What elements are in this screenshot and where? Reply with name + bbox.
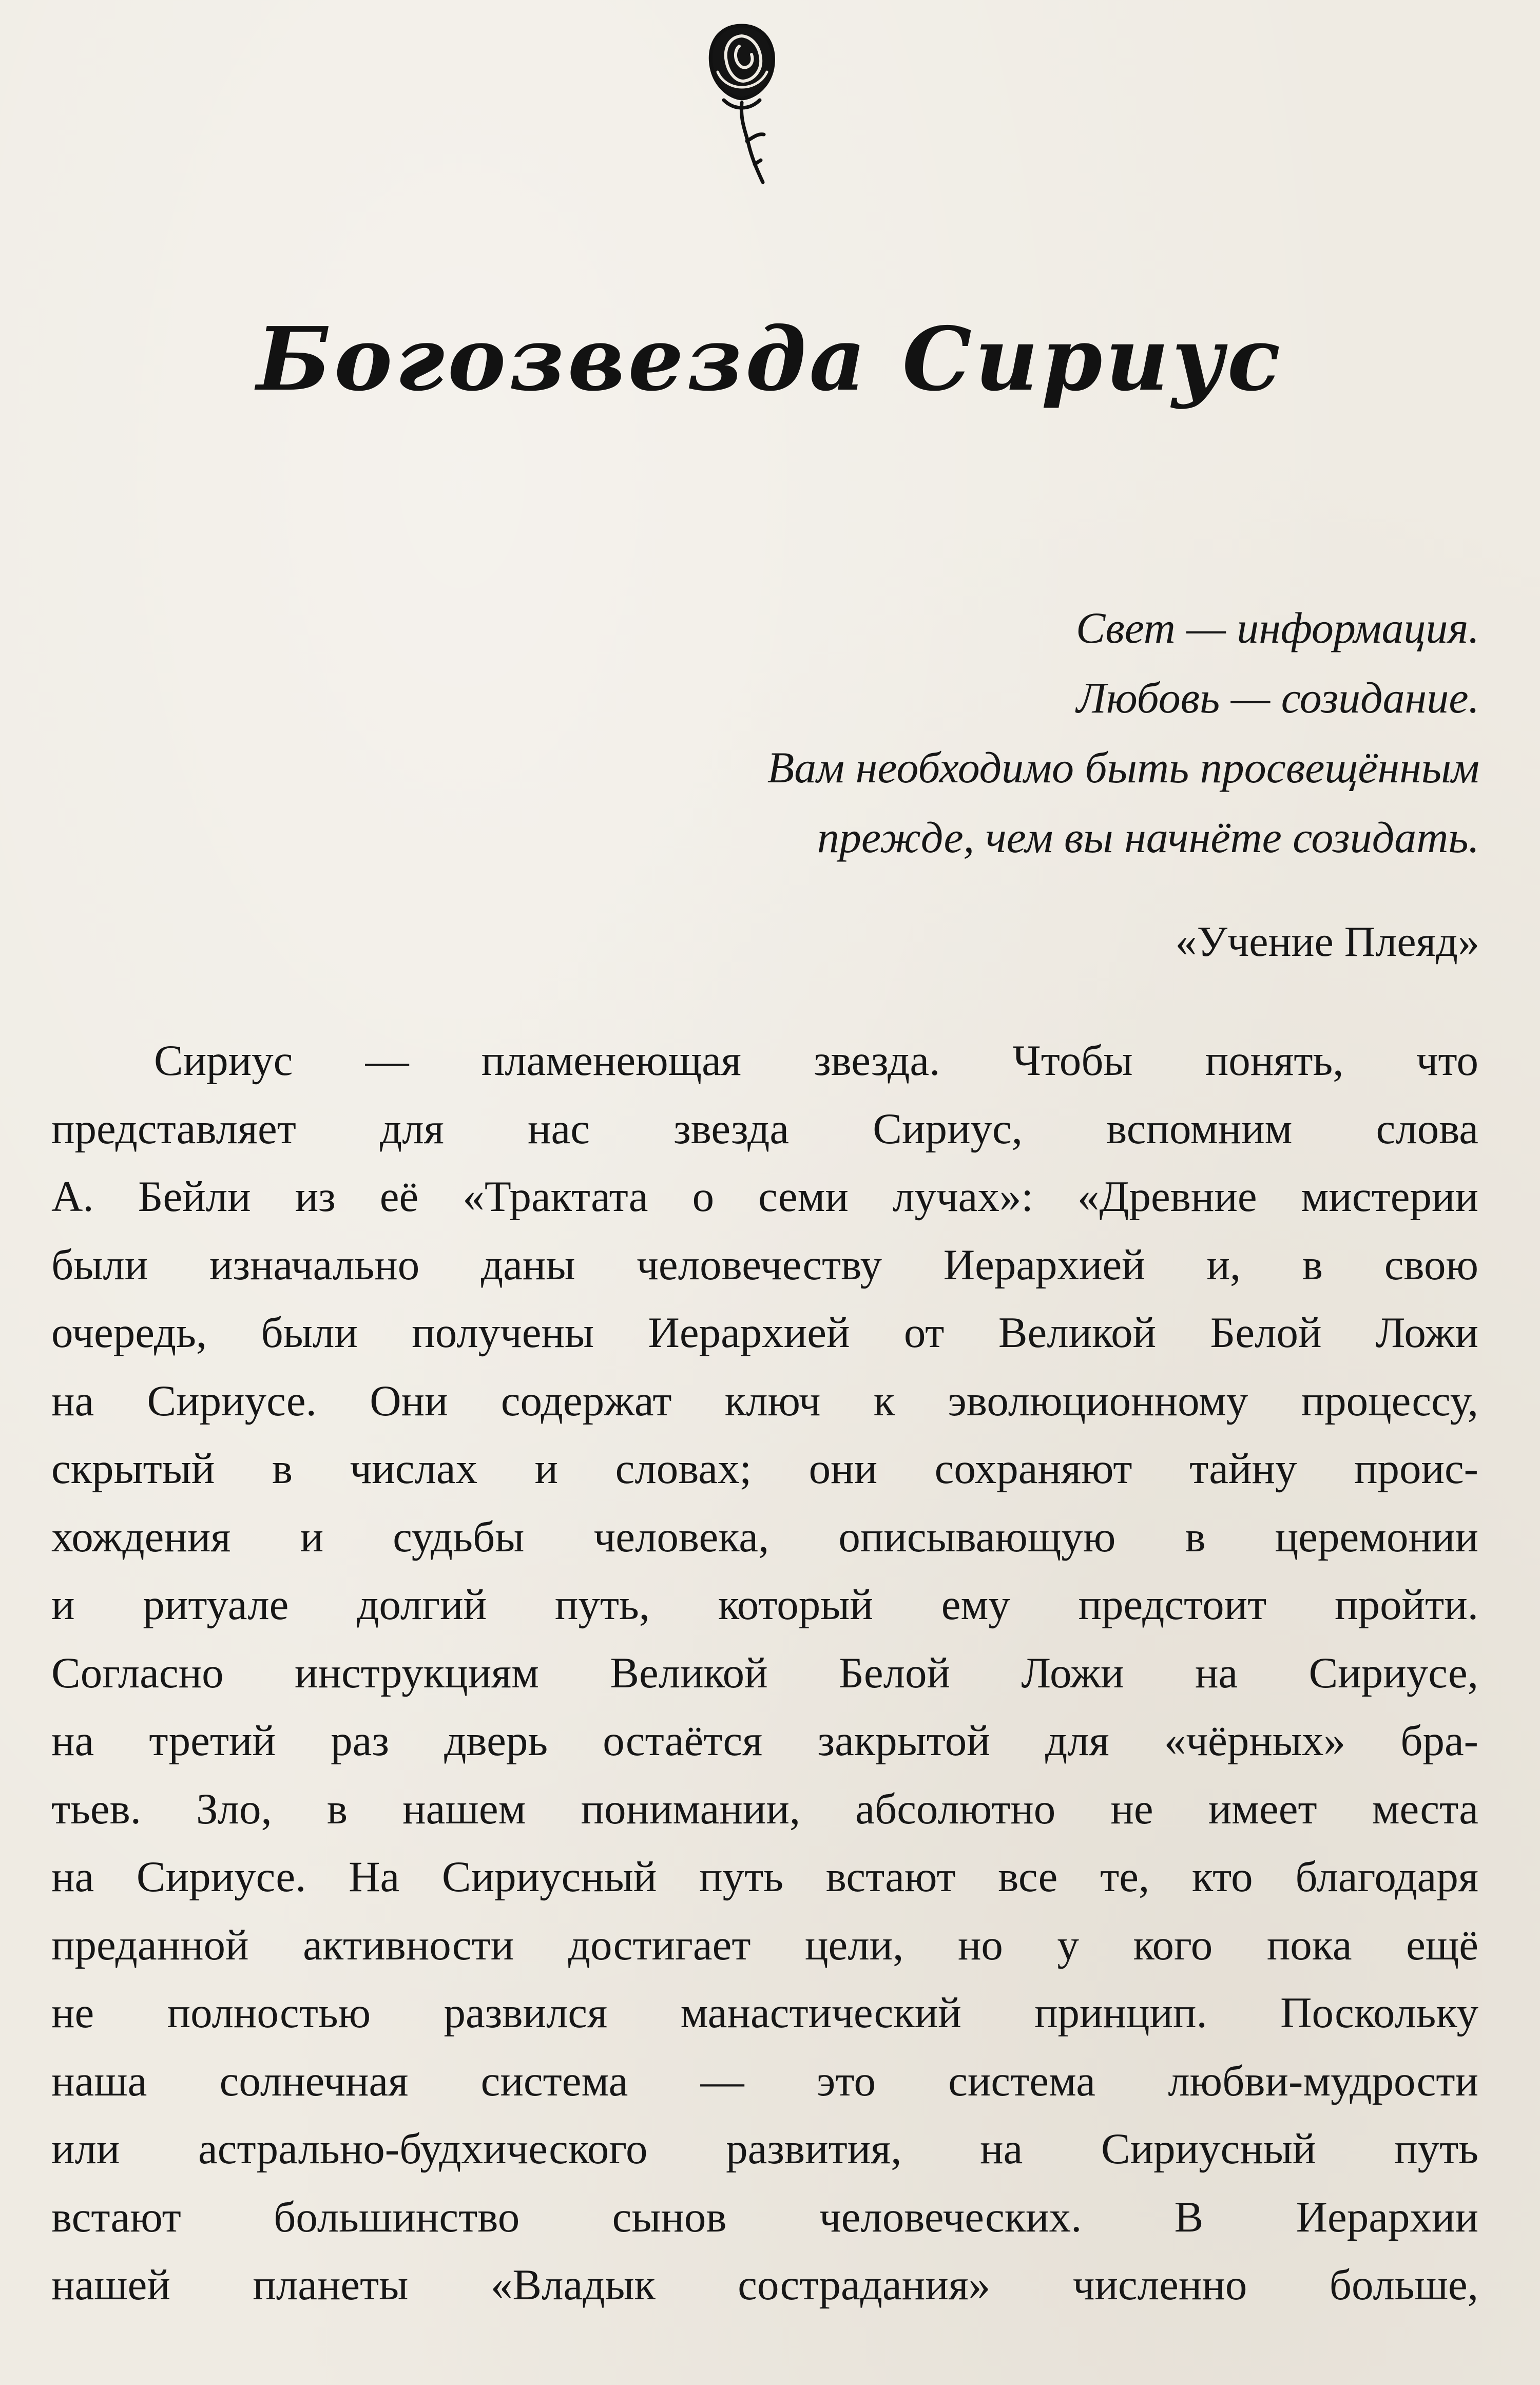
epigraph-line: Любовь — созидание. bbox=[1076, 673, 1479, 722]
text-line: не полностью развился манастический принцип. Поскольку bbox=[51, 1989, 1478, 2037]
text-line: наша солнечная система — это система любви-мудрости bbox=[51, 2056, 1478, 2105]
text-line: преданной активности достигает цели, но у кого пока ещё bbox=[51, 1920, 1478, 1969]
text-line: хождения и судьбы человека, описывающую в церемонии bbox=[51, 1512, 1478, 1561]
epigraph-line: Вам необходимо быть просвещённым bbox=[767, 743, 1479, 792]
epigraph-line: Свет — информация. bbox=[1076, 603, 1479, 652]
body-paragraph bbox=[51, 1027, 1478, 2319]
rose-icon bbox=[698, 15, 785, 190]
text-line: очередь, были получены Иерархией от Великой Белой Ложи bbox=[51, 1309, 1478, 1357]
text-line: или астрально-будхического развития, на Сириусный путь bbox=[51, 2125, 1478, 2173]
text-line: представляет для нас звезда Сириус, вспомним слова bbox=[51, 1104, 1478, 1153]
text-line: на Сириусе. Они содержат ключ к эволюционному процессу, bbox=[51, 1376, 1478, 1425]
chapter-title: Богозвезда Сириус bbox=[256, 308, 1284, 411]
text-line: встают большинство сынов человеческих. В Иерархии bbox=[51, 2192, 1478, 2241]
text-line: скрытый в числах и словах; они сохраняют тайну проис- bbox=[51, 1445, 1478, 1493]
text-line: тьев. Зло, в нашем понимании, абсолютно не имеет места bbox=[51, 1784, 1478, 1833]
epigraph-line: прежде, чем вы начнёте созидать. bbox=[817, 813, 1479, 862]
text-line: на Сириусе. На Сириусный путь встают все те, кто благодаря bbox=[51, 1853, 1478, 1901]
text-line: были изначально даны человечеству Иерархией и, в свою bbox=[51, 1240, 1478, 1289]
text-line: нашей планеты «Владык сострадания» численно больше, bbox=[51, 2261, 1478, 2309]
text-line: Сириус — пламенеющая звезда. Чтобы понять, что bbox=[154, 1036, 1478, 1085]
text-line: А. Бейли из её «Трактата о семи лучах»: «Древние мистерии bbox=[51, 1172, 1478, 1221]
text-line: на третий раз дверь остаётся закрытой для «чёрных» бра- bbox=[51, 1717, 1478, 1765]
epigraph bbox=[453, 593, 1479, 872]
epigraph-source: «Учение Плеяд» bbox=[1175, 918, 1479, 966]
text-line: и ритуале долгий путь, который ему предстоит пройти. bbox=[51, 1581, 1478, 1629]
text-line: Согласно инструкциям Великой Белой Ложи на Сириусе, bbox=[51, 1648, 1478, 1697]
